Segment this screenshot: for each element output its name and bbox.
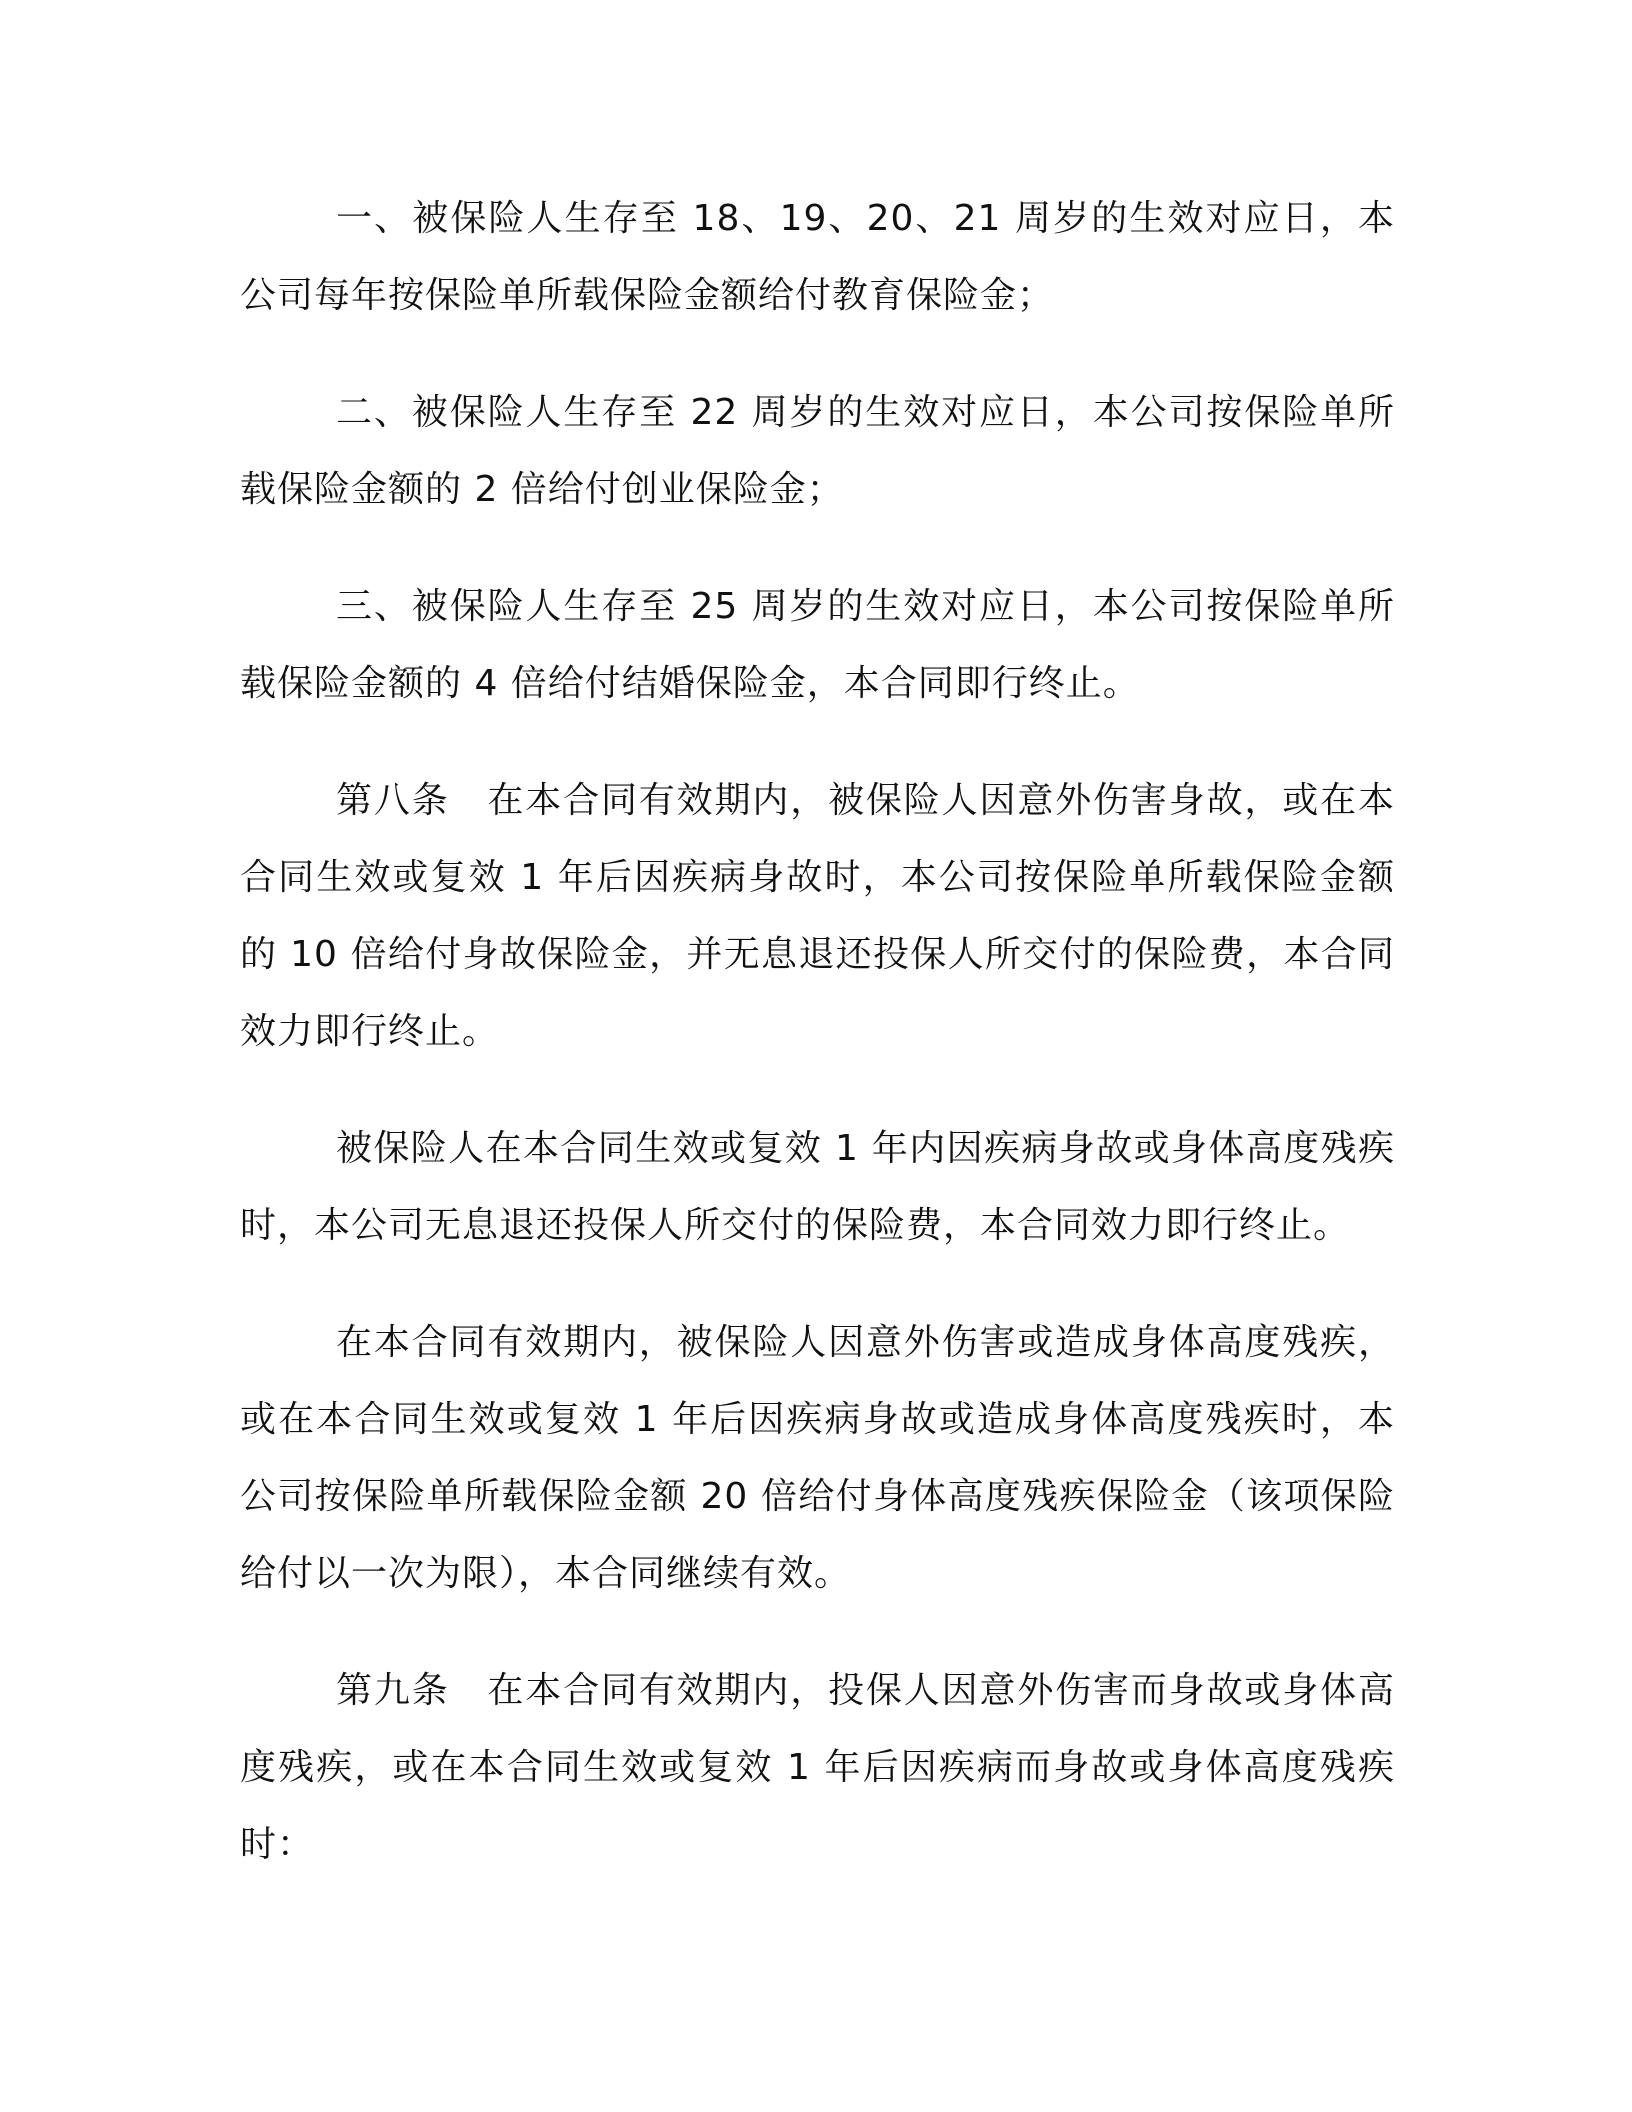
paragraph-article-8: 第八条 在本合同有效期内，被保险人因意外伤害身故，或在本合同生效或复效 1 年后因疾病身故时，本公司按保险单所载保险金额的 10 倍给付身故保险金，并无息退还投保人所交付的保险费，本合同效力即行终止。 bbox=[240, 780, 1395, 1052]
paragraph-refund-clause: 被保险人在本合同生效或复效 1 年内因疾病身故或身体高度残疾时，本公司无息退还投保人所交付的保险费，本合同效力即行终止。 bbox=[240, 1128, 1395, 1246]
paragraph-marriage-benefit: 三、被保险人生存至 25 周岁的生效对应日，本公司按保险单所载保险金额的 4 倍给付结婚保险金，本合同即行终止。 bbox=[240, 586, 1395, 704]
paragraph-startup-benefit: 二、被保险人生存至 22 周岁的生效对应日，本公司按保险单所载保险金额的 2 倍给付创业保险金； bbox=[240, 392, 1395, 510]
paragraph-education-benefit: 一、被保险人生存至 18、19、20、21 周岁的生效对应日，本公司每年按保险单所载保险金额给付教育保险金； bbox=[240, 198, 1395, 316]
paragraph-disability-benefit: 在本合同有效期内，被保险人因意外伤害或造成身体高度残疾，或在本合同生效或复效 1 年后因疾病身故或造成身体高度残疾时，本公司按保险单所载保险金额 20 倍给付身体高度残疾保险金（该项保险给付以一次为限），本合同继续有效。 bbox=[240, 1322, 1395, 1594]
document-body bbox=[240, 180, 1395, 1923]
paragraph-article-9: 第九条 在本合同有效期内，投保人因意外伤害而身故或身体高度残疾，或在本合同生效或复效 1 年后因疾病而身故或身体高度残疾时： bbox=[240, 1670, 1395, 1865]
